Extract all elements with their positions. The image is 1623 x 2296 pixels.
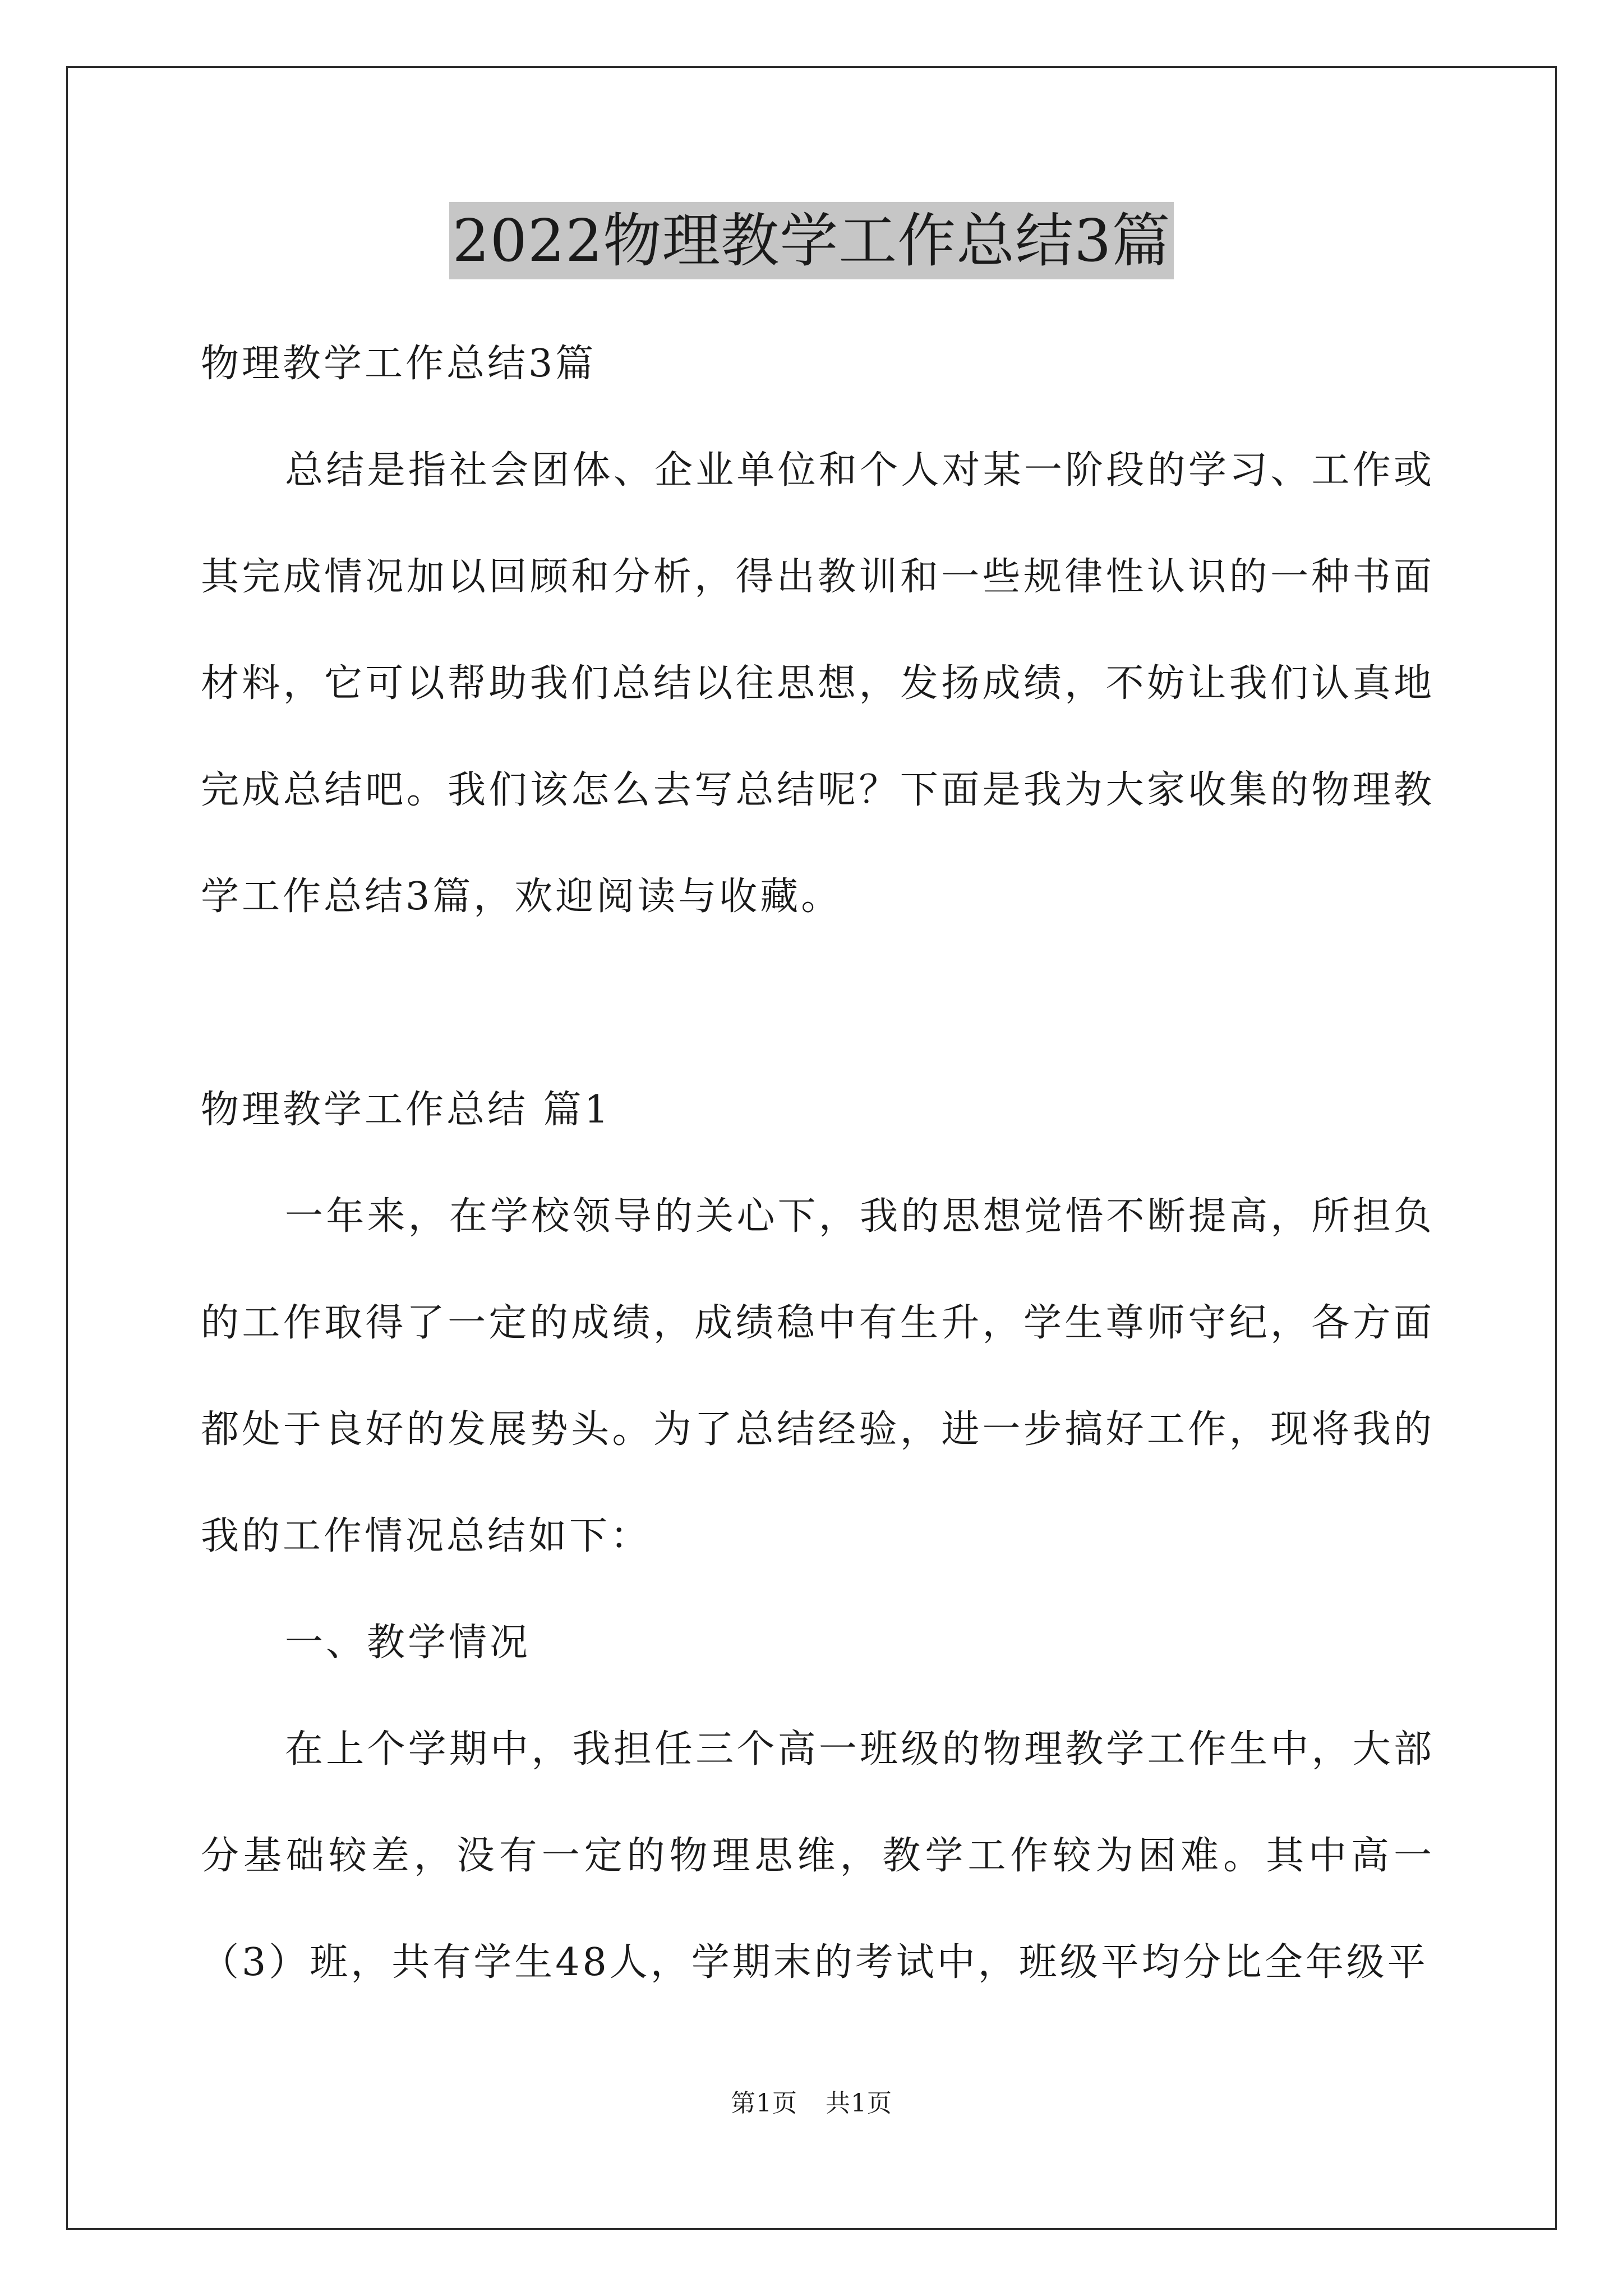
body-paragraph: 一年来，在学校领导的关心下，我的思想觉悟不断提高，所担负的工作取得了一定的成绩，成绩稳中有生升，学生尊师守纪，各方面都处于良好的发展势头。为了总结经验，进一步搞好工作，现将我的我的工作情况总结如下： xyxy=(201,1194,1435,1558)
paragraph-spacer xyxy=(201,950,1435,1057)
subheading: 一、教学情况 xyxy=(285,1621,531,1665)
document-subtitle: 物理教学工作总结3篇 xyxy=(201,342,597,386)
title-area xyxy=(0,202,1623,279)
page-total: 共1页 xyxy=(826,2089,892,2118)
page-number: 第1页 xyxy=(731,2089,797,2118)
page-footer xyxy=(0,2087,1623,2120)
body-paragraph: 在上个学期中，我担任三个高一班级的物理教学工作生中，大部分基础较差，没有一定的物理思维，教学工作较为困难。其中高一（3）班，共有学生48人，学期末的考试中，班级平均分比全年级平 xyxy=(201,1727,1435,1985)
document-body xyxy=(201,311,1435,2016)
document-title: 2022物理教学工作总结3篇 xyxy=(449,202,1174,279)
section-heading: 物理教学工作总结 篇1 xyxy=(201,1088,611,1132)
intro-paragraph: 总结是指社会团体、企业单位和个人对某一阶段的学习、工作或其完成情况加以回顾和分析，得出教训和一些规律性认识的一种书面材料，它可以帮助我们总结以往思想，发扬成绩，不妨让我们认真地完成总结吧。我们该怎么去写总结呢？下面是我为大家收集的物理教学工作总结3篇，欢迎阅读与收藏。 xyxy=(201,448,1435,919)
